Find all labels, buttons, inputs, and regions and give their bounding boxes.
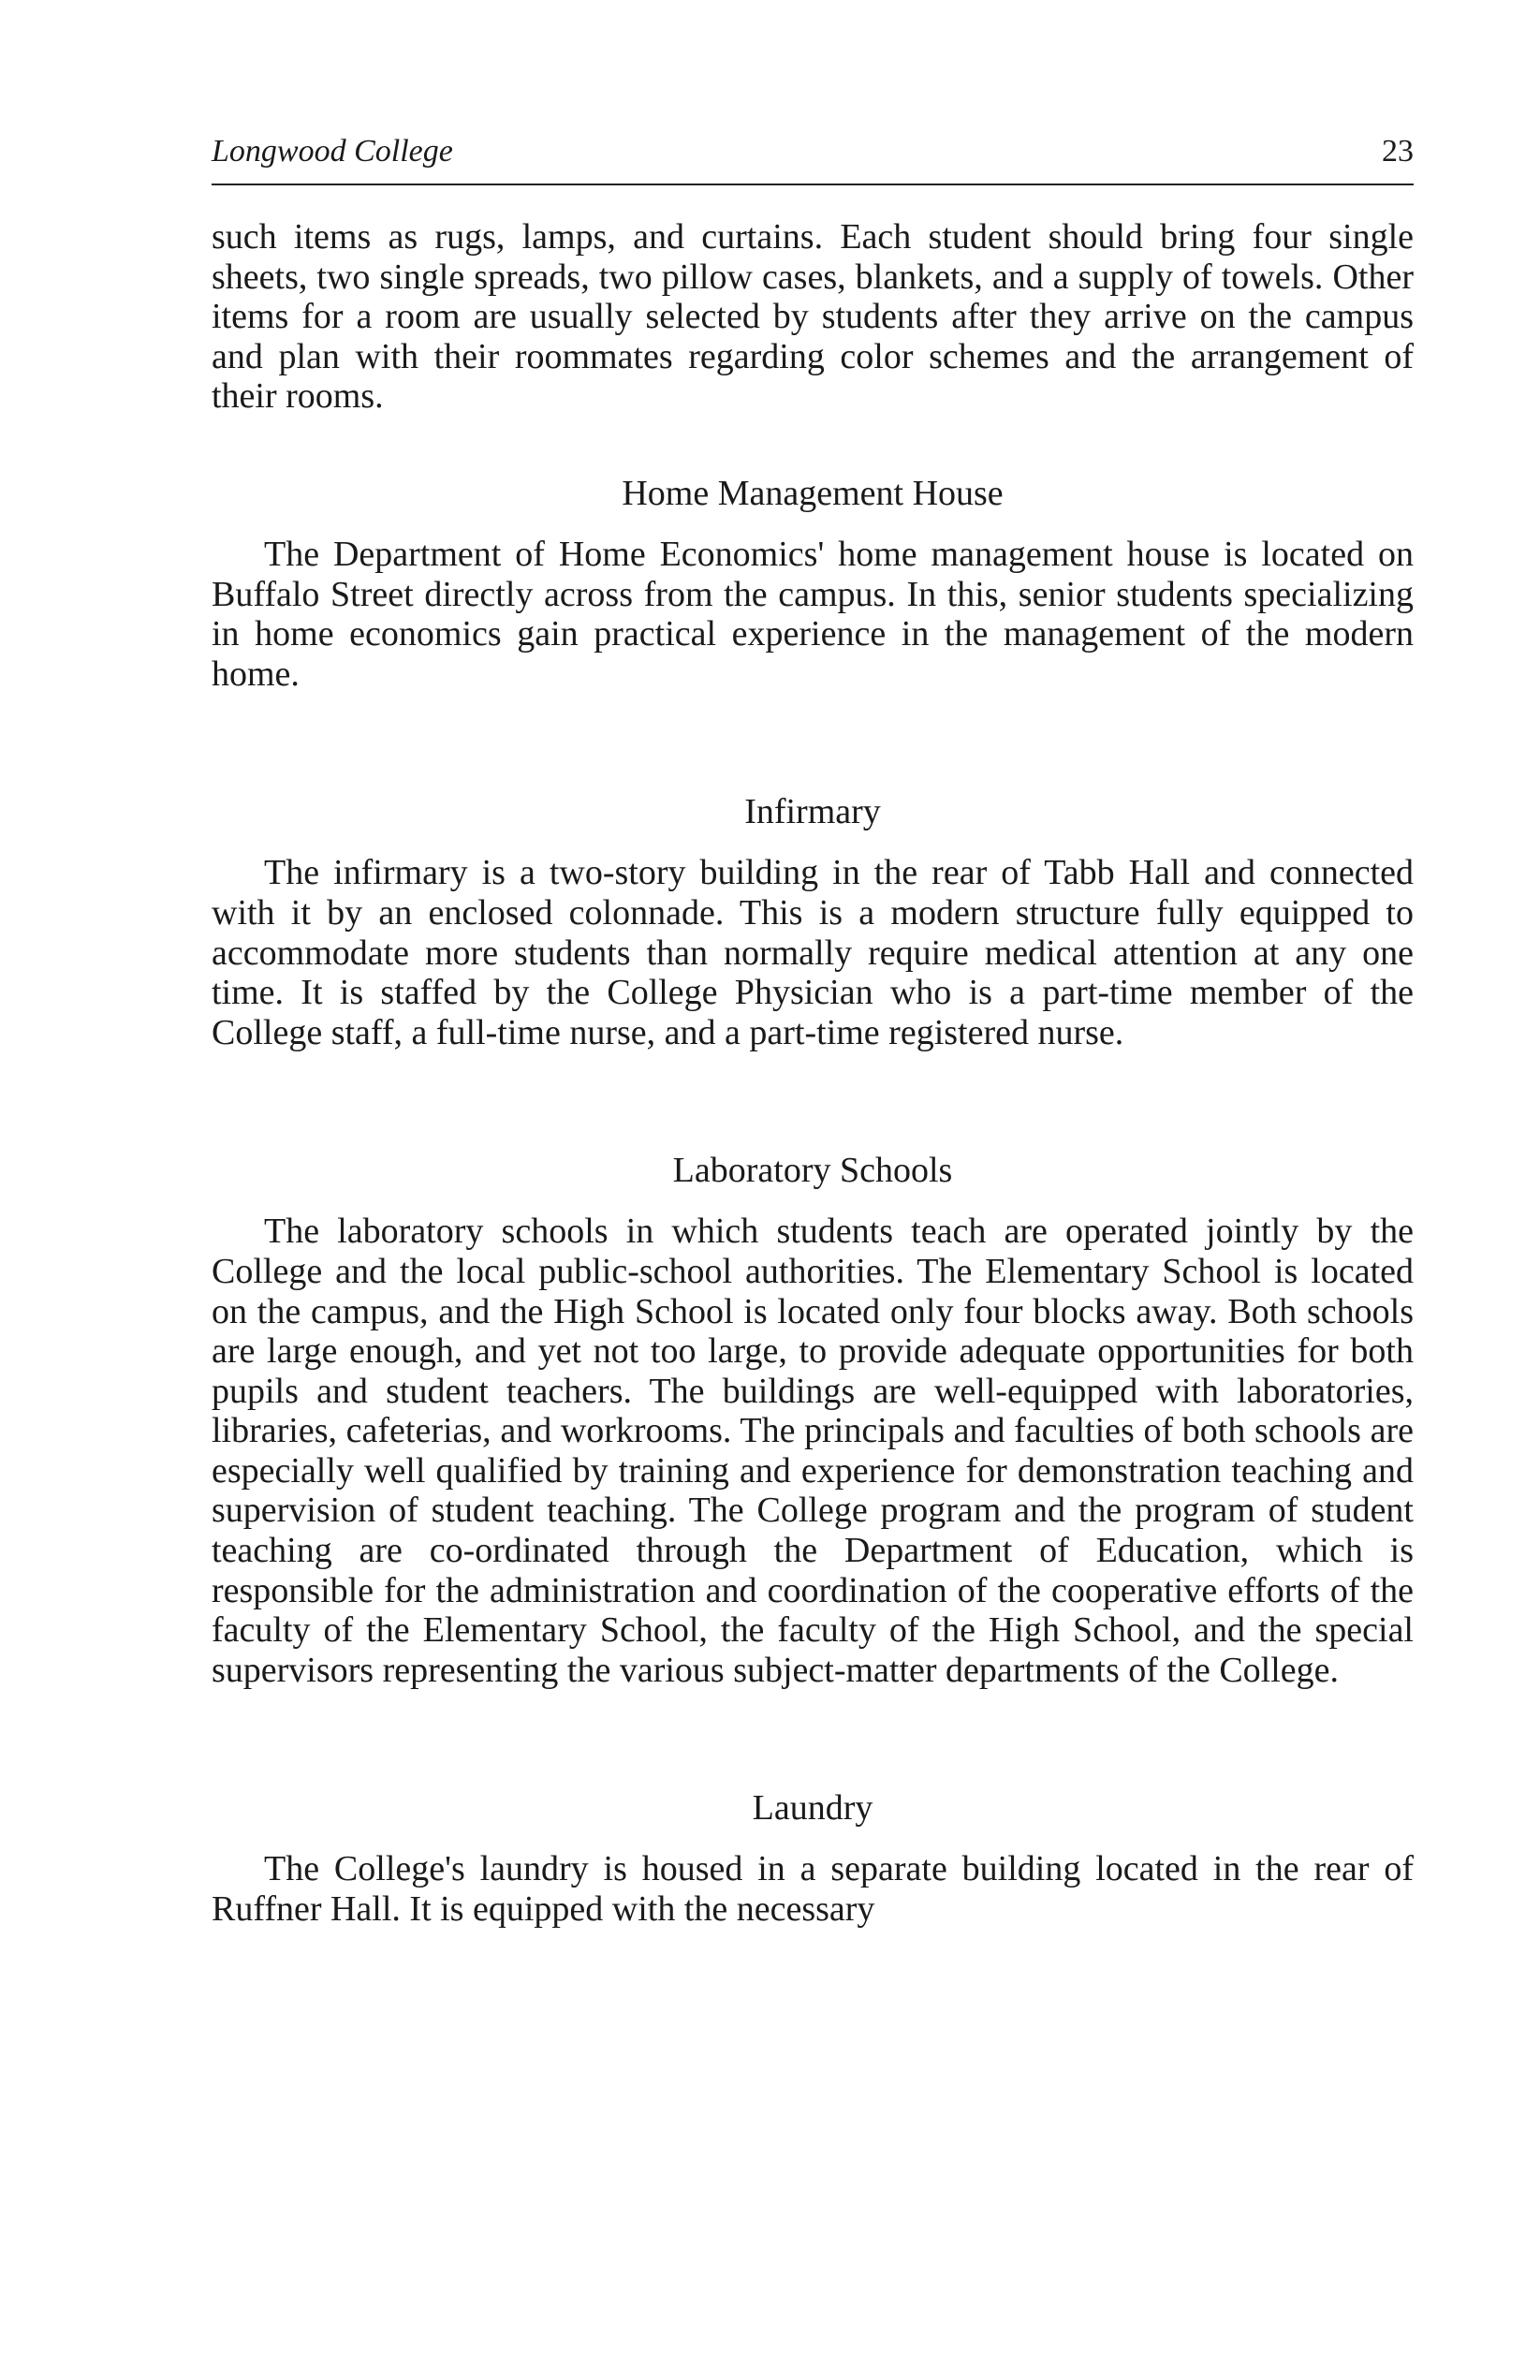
page-number: 23 xyxy=(1382,134,1414,169)
heading-laundry: Laundry xyxy=(752,1788,873,1829)
body-text xyxy=(212,217,1414,1930)
header-rule xyxy=(212,184,1414,185)
paragraph-laboratory-schools: The laboratory schools in which students teach are operated jointly by the College and the local public-school authorities. The Elementary School is located on the campus, and the High School is located only four blocks away. Both schools are large enough, and yet not too large, to provide adequate opportunities for both pupils and student teachers. The buildings are well-equipped with laboratories, libraries, cafeterias, and workrooms. The principals and faculties of both schools are especially well qualified by training and experience for demonstration teaching and supervision of student teaching. The College program and the program of student teaching are co-ordinated through the Department of Education, which is responsible for the administration and coordination of the cooperative efforts of the faculty of the Elementary School, the faculty of the High School, and the special supervisors representing the various subject-matter departments of the College. xyxy=(212,1212,1414,1690)
paragraph-laundry: The College's laundry is housed in a separate building located in the rear of Ruffner Hall. It is equipped with the necessary xyxy=(212,1849,1414,1930)
paragraph-infirmary: The infirmary is a two-story building in the rear of Tabb Hall and connected with it by an enclosed colonnade. This is a modern structure fully equipped to accommodate more students than normally require medical attention at any one time. It is staffed by the College Physician who is a part-time member of the College staff, a full-time nurse, and a part-time registered nurse. xyxy=(212,853,1414,1052)
running-head xyxy=(212,133,1414,178)
heading-home-management-house: Home Management House xyxy=(622,473,1004,513)
heading-infirmary: Infirmary xyxy=(744,792,881,832)
paragraph-home-management-house: The Department of Home Economics' home management house is located on Buffalo Street directly across from the campus. In this, senior students specializing in home economics gain practical experience in the management of the modern home. xyxy=(212,534,1414,694)
heading-laboratory-schools: Laboratory Schools xyxy=(672,1151,953,1191)
opening-paragraph: such items as rugs, lamps, and curtains. Each student should bring four single sheets, two single spreads, two pillow cases, blankets, and a supply of towels. Other items for a room are usually selected by students after they arrive on the campus and plan with their roommates regarding color schemes and the arrangement of their rooms. xyxy=(212,217,1414,417)
running-title: Longwood College xyxy=(212,134,453,169)
